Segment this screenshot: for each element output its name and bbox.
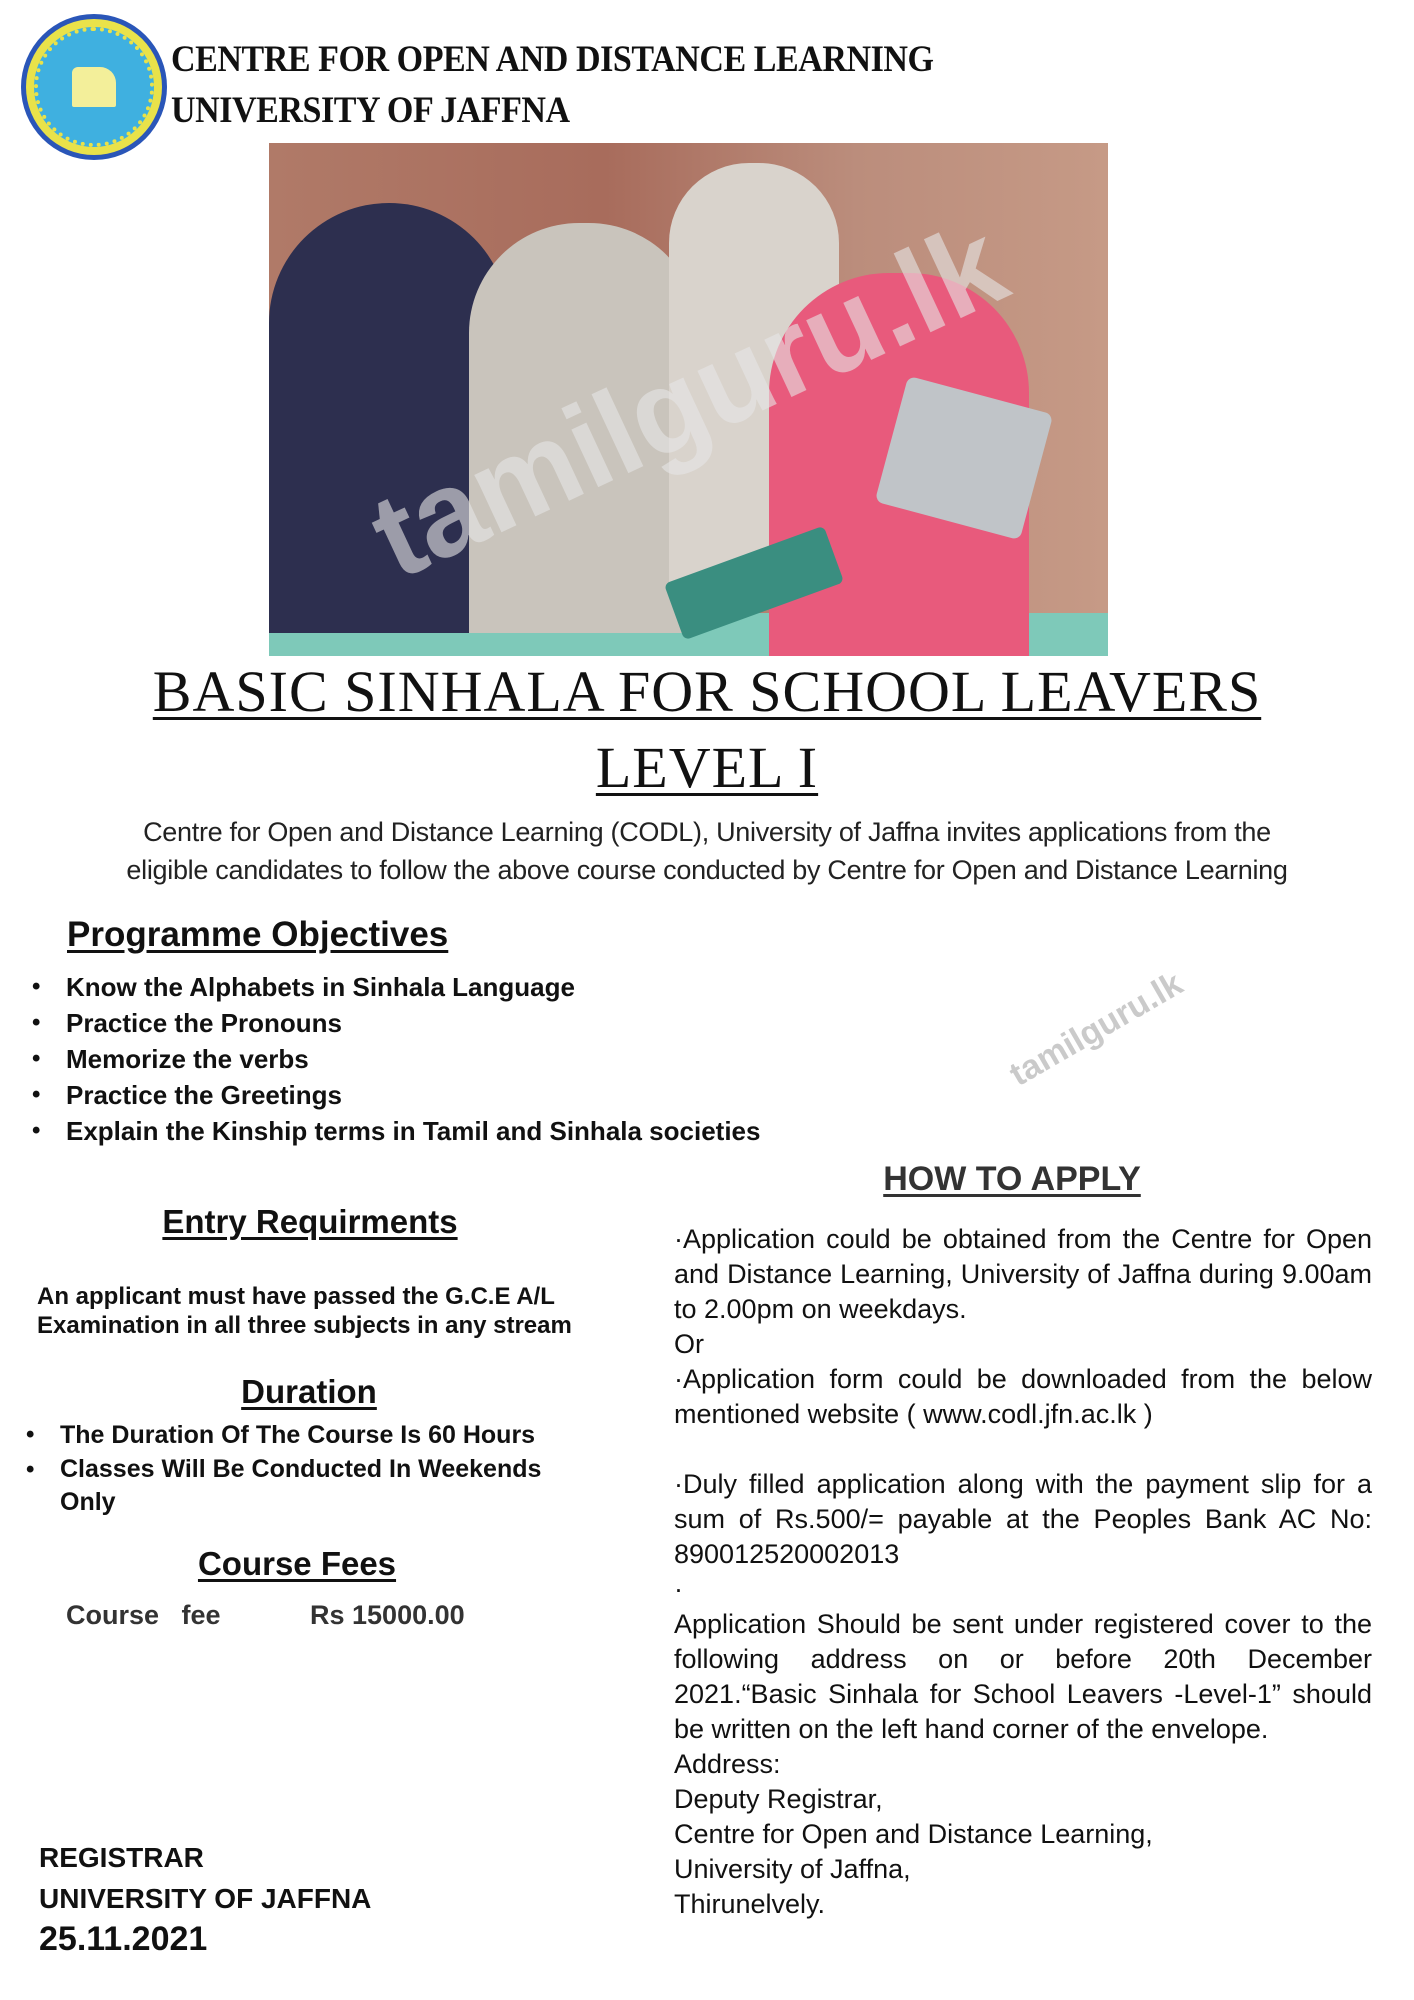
course-title-line1: BASIC SINHALA FOR SCHOOL LEAVERS — [152, 659, 1262, 724]
address-line: Deputy Registrar, — [674, 1784, 883, 1814]
address-label: Address: — [674, 1749, 781, 1779]
header-line1: CENTRE FOR OPEN AND DISTANCE LEARNING — [171, 39, 934, 80]
objective-item: • Know the Alphabets in Sinhala Language — [32, 969, 760, 1005]
signature-block — [39, 1837, 371, 1960]
address-line: Centre for Open and Distance Learning, — [674, 1819, 1153, 1849]
objective-item: • Practice the Pronouns — [32, 1005, 760, 1041]
students-photo — [269, 143, 1108, 656]
intro-line1: Centre for Open and Distance Learning (CODL), University of Jaffna invites applications from the — [143, 817, 1271, 847]
fee-amount: Rs 15000.00 — [310, 1600, 465, 1630]
entry-text — [37, 1282, 667, 1340]
watermark-small: tamilguru.lk — [1003, 964, 1190, 1094]
intro-line2: eligible candidates to follow the above course conducted by Centre for Open and Distance Learning — [126, 855, 1288, 885]
address-line: University of Jaffna, — [674, 1854, 911, 1884]
signature-title: REGISTRAR — [39, 1842, 204, 1873]
objective-item: • Practice the Greetings — [32, 1077, 760, 1113]
how-to-apply-heading: HOW TO APPLY — [883, 1160, 1141, 1198]
apply-dot: · — [674, 1574, 683, 1604]
entry-line2: Examination in all three subjects in any stream — [37, 1312, 572, 1339]
apply-step-obtain: ·Application could be obtained from the Centre for Open and Distance Learning, University of Jaffna during 9.00am to 2.00pm on weekdays. — [674, 1224, 1372, 1324]
apply-step-payment: ·Duly filled application along with the payment slip for a sum of Rs.500/= payable at the Peoples Bank AC No: 890012520002013 — [674, 1469, 1372, 1569]
duration-item: • Classes Will Be Conducted In Weekends Only — [26, 1453, 566, 1519]
signature-date: 25.11.2021 — [39, 1920, 208, 1958]
address-line: Thirunelvely. — [674, 1889, 826, 1919]
apply-step-download: ·Application form could be downloaded from the below mentioned website ( www.codl.jfn.ac.lk ) — [674, 1364, 1372, 1429]
entry-line1: An applicant must have passed the G.C.E A/L — [37, 1283, 555, 1310]
objective-item: • Explain the Kinship terms in Tamil and Sinhala societies — [32, 1113, 760, 1149]
signature-org: UNIVERSITY OF JAFFNA — [39, 1883, 372, 1914]
duration-heading: Duration — [241, 1373, 377, 1410]
how-to-apply-section — [674, 1222, 1372, 1922]
course-title-line2: LEVEL I — [595, 735, 819, 800]
objectives-list — [32, 969, 760, 1149]
university-logo — [21, 14, 167, 160]
apply-step-send: Application Should be sent under registered cover to the following address on or before 20th December 2021.“Basic Sinhala for School Leavers -Level-1” should be written on the left hand corner of the envelope. — [674, 1609, 1372, 1744]
watermark-large: tamilguru.lk — [351, 195, 1026, 604]
fee-label: Course fee — [66, 1600, 221, 1630]
duration-list — [26, 1417, 626, 1519]
entry-heading: Entry Requirments — [162, 1203, 458, 1240]
duration-item: • The Duration Of The Course Is 60 Hours — [26, 1417, 626, 1453]
objectives-heading: Programme Objectives — [67, 915, 449, 954]
apply-or: Or — [674, 1329, 704, 1359]
intro-text — [10, 813, 1404, 889]
header-line2: UNIVERSITY OF JAFFNA — [171, 90, 570, 131]
objective-item: • Memorize the verbs — [32, 1041, 760, 1077]
fees-heading: Course Fees — [197, 1545, 397, 1582]
